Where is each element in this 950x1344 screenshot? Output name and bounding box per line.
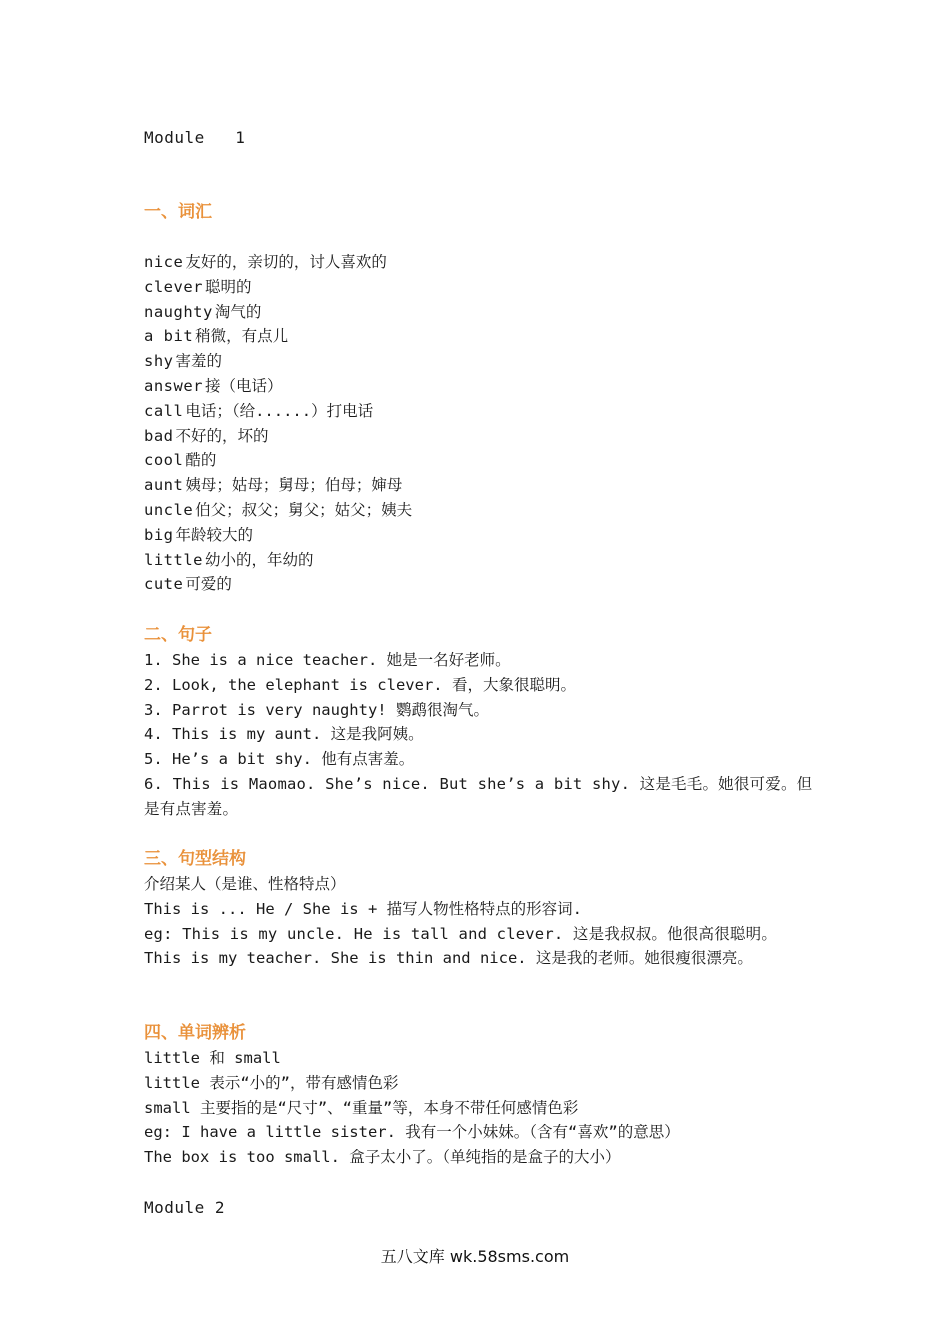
structure-line: eg: This is my uncle. He is tall and clever. 这是我叔叔。他很高很聪明。 xyxy=(144,924,778,943)
vocab-item xyxy=(144,349,412,374)
vocab-word: aunt xyxy=(144,476,184,495)
vocab-word: uncle xyxy=(144,500,194,519)
sentence-structure-heading: 三、句型结构 xyxy=(144,849,246,869)
vocab-meaning: 伯父；叔父；舅父；姑父；姨夫 xyxy=(195,500,413,519)
vocab-item xyxy=(144,324,412,349)
vocab-item xyxy=(144,300,412,325)
vocab-item xyxy=(144,275,412,300)
vocab-item xyxy=(144,572,412,597)
sentence-line: 6. This is Maomao. She’s nice. But she’s a bit shy. 这是毛毛。她很可爱。但是有点害羞。 xyxy=(144,774,813,818)
word-analysis-line: The box is too small. 盒子太小了。（单纯指的是盒子的大小） xyxy=(144,1148,621,1167)
sentence-line: 1. She is a nice teacher. 她是一名好老师。 xyxy=(144,651,511,669)
structure-line: This is ... He / She is + 描写人物性格特点的形容词. xyxy=(144,899,582,918)
structure-line: 介绍某人（是谁、性格特点） xyxy=(144,875,346,893)
vocab-item xyxy=(144,399,412,424)
vocab-word: naughty xyxy=(144,302,213,321)
vocab-word: big xyxy=(144,525,174,544)
vocab-item xyxy=(144,448,412,473)
vocab-item xyxy=(144,473,412,498)
vocab-item xyxy=(144,374,412,399)
vocab-meaning: 幼小的，年幼的 xyxy=(205,550,314,569)
vocab-item xyxy=(144,250,412,275)
vocabulary-section xyxy=(144,200,834,594)
vocab-meaning: 害羞的 xyxy=(175,352,223,371)
footer-watermark: 五八文库 wk.58sms.com xyxy=(380,1247,570,1266)
vocab-meaning: 淘气的 xyxy=(214,302,262,321)
module-1-title: Module 1 xyxy=(144,128,246,147)
vocab-meaning: 电话；（给......）打电话 xyxy=(185,401,374,420)
vocab-meaning: 接（电话） xyxy=(205,376,283,395)
vocab-meaning: 可爱的 xyxy=(185,575,232,594)
vocab-meaning: 年龄较大的 xyxy=(175,525,254,544)
vocab-meaning: 友好的，亲切的，讨人喜欢的 xyxy=(185,253,387,271)
vocab-word: shy xyxy=(144,352,174,371)
vocab-item xyxy=(144,548,412,573)
sentences-heading: 二、句子 xyxy=(144,625,212,645)
sentences-section xyxy=(144,623,834,822)
vocab-word: call xyxy=(144,401,184,420)
word-analysis-section xyxy=(144,1021,834,1170)
vocab-word: little xyxy=(144,550,203,569)
vocab-word: nice xyxy=(144,253,184,271)
word-analysis-line: eg: I have a little sister. 我有一个小妹妹。（含有“喜欢”的意思） xyxy=(144,1123,680,1142)
sentence-line: 2. Look, the elephant is clever. 看，大象很聪明。 xyxy=(144,675,576,694)
vocab-meaning: 姨母；姑母；舅母；伯母；婶母 xyxy=(185,476,403,495)
vocabulary-heading: 一、词汇 xyxy=(144,202,212,222)
vocab-meaning: 不好的，坏的 xyxy=(175,426,269,445)
sentence-line: 5. He’s a bit shy. 他有点害羞。 xyxy=(144,750,415,769)
vocab-item xyxy=(144,498,412,523)
sentence-line: 4. This is my aunt. 这是我阿姨。 xyxy=(144,725,424,744)
sentence-line: 3. Parrot is very naughty! 鹦鹉很淘气。 xyxy=(144,700,489,719)
word-analysis-heading: 四、单词辨析 xyxy=(144,1023,246,1043)
vocab-word: cool xyxy=(144,451,184,470)
vocab-word: cute xyxy=(144,575,184,594)
vocab-word: clever xyxy=(144,277,203,296)
word-analysis-line: small 主要指的是“尺寸”、“重量”等，本身不带任何感情色彩 xyxy=(144,1098,579,1117)
vocab-word: answer xyxy=(144,376,203,395)
vocabulary-list xyxy=(144,250,412,597)
vocab-item xyxy=(144,523,412,548)
vocab-meaning: 酷的 xyxy=(185,451,217,470)
word-analysis-line: little 表示“小的”，带有感情色彩 xyxy=(144,1073,399,1092)
vocab-item xyxy=(144,424,412,449)
vocab-word: a bit xyxy=(144,327,194,346)
vocab-word: bad xyxy=(144,426,174,445)
word-analysis-line: little 和 small xyxy=(144,1049,281,1067)
sentence-structure-section xyxy=(144,847,834,971)
vocab-meaning: 稍微，有点儿 xyxy=(195,327,289,346)
structure-line: This is my teacher. She is thin and nice. 这是我的老师。她很瘦很漂亮。 xyxy=(144,949,753,968)
vocab-meaning: 聪明的 xyxy=(205,277,252,296)
module-2-title: Module 2 xyxy=(144,1198,226,1217)
